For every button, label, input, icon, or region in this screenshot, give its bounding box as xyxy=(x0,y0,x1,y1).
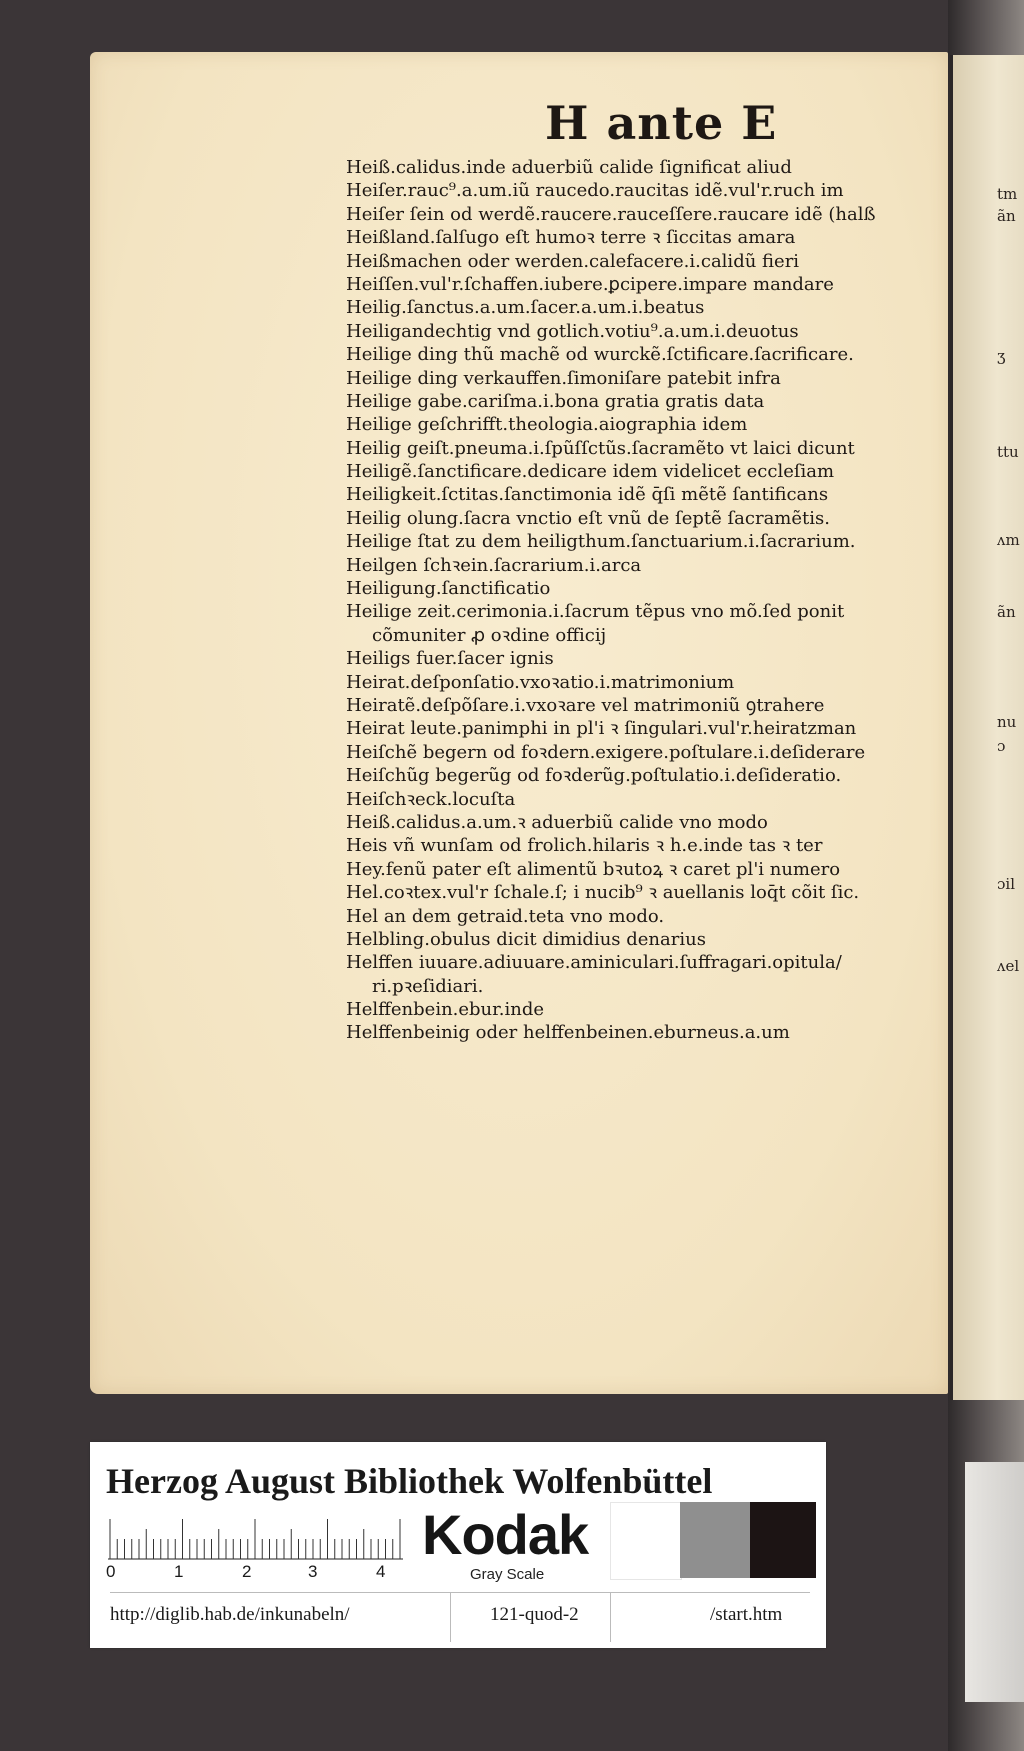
ruler-number: 2 xyxy=(242,1562,252,1581)
card-divider xyxy=(110,1592,810,1593)
dictionary-entries xyxy=(346,156,906,1045)
adjacent-page-fragment: ʒ xyxy=(997,347,1006,365)
entry-line: Heiſſen.vul'r.ſchaffen.iubere.ꝑcipere.impare mandare xyxy=(346,273,834,295)
measurement-ruler xyxy=(106,1512,403,1581)
entry-line: Helbling.obulus dicit dimidius denarius xyxy=(346,928,706,950)
ruler-ticks-graphic xyxy=(108,1512,403,1560)
entry-line: Heiſer ſein od werdẽ.raucere.rauceſſere.raucare idẽ (halß xyxy=(346,203,876,225)
entry-line: Helffenbein.ebur.inde xyxy=(346,999,545,1021)
url-right: /start.htm xyxy=(710,1604,783,1625)
entry-line: Heilige gabe.cariſma.i.bona gratia gratis data xyxy=(346,390,765,412)
entry-line: Helffenbeinig oder helffenbeinen.eburneus.a.um xyxy=(346,1022,790,1044)
adjacent-page-fragment: ɔil xyxy=(997,875,1015,893)
adjacent-page-fragment: ʌel xyxy=(997,957,1020,975)
entry-line: Heiligandechtig vnd gotlich.votiu⁹.a.um.i.deuotus xyxy=(346,320,799,342)
entry-line: Heirat leute.panimphi in pl'i ꝛ ſingulari.vul'r.heiratzman xyxy=(346,718,857,740)
entry-line: Hel.coꝛtex.vul'r ſchale.ſ; i nucib⁹ ꝛ auellanis loq̄t cõit ſic. xyxy=(346,882,860,904)
entry-line: Heiligs fuer.ſacer ignis xyxy=(346,648,554,670)
entry-line: Heilige ding thũ machẽ od wurckẽ.ſctificare.ſacrificare. xyxy=(346,344,854,366)
ruler-number: 4 xyxy=(376,1562,386,1581)
entry-line: Heilig olung.ſacra vnctio eſt vnũ de ſeptẽ ſacramẽtis. xyxy=(346,507,830,529)
adjacent-page-fragment: ãn xyxy=(997,207,1016,225)
kodak-logo: Kodak xyxy=(422,1503,589,1566)
entry-line: Heißmachen oder werden.calefacere.i.calidũ fieri xyxy=(346,250,800,272)
entry-line: Heiligkeit.ſctitas.ſanctimonia idẽ q̄ſi mẽtẽ ſantificans xyxy=(346,484,829,506)
card-divider xyxy=(610,1592,611,1642)
entry-line: Heis vñ wunſam od frolich.hilaris ꝛ h.e.inde tas ꝛ ter xyxy=(346,835,823,857)
archive-color-card xyxy=(90,1442,826,1648)
entry-line: Heiligẽ.ſanctificare.dedicare idem videlicet eccleſiam xyxy=(346,461,835,483)
url-left: http://diglib.hab.de/inkunabeln/ xyxy=(110,1604,350,1625)
adjacent-page-fragment: ttu xyxy=(997,443,1019,461)
entry-line: Heißland.ſalſugo eſt humoꝛ terre ꝛ ſiccitas amara xyxy=(346,227,796,249)
entry-line: Helffen iuuare.adiuuare.aminiculari.ſuffragari.opitula/ xyxy=(346,952,842,974)
adjacent-page-fragment: ãn xyxy=(997,603,1016,621)
adjacent-page-fragment: nu xyxy=(997,713,1017,731)
entry-line: ri.pꝛeſidiari. xyxy=(372,975,484,997)
url-middle: 121-quod-2 xyxy=(490,1604,579,1625)
ruler-number: 0 xyxy=(106,1562,116,1581)
entry-line: Heiſchẽ begern od foꝛdern.exigere.poſtulare.i.deſiderare xyxy=(346,741,866,763)
entry-line: Heiß.calidus.inde aduerbiũ calide ſignificat aliud xyxy=(346,157,792,178)
entry-line: Hel an dem getraid.teta vno modo. xyxy=(346,905,665,927)
entry-line: Heilige zeit.cerimonia.i.ſacrum tẽpus vno mõ.ſed ponit xyxy=(346,601,845,623)
entry-line: Heilige ding verkauffen.ſimoniſare patebit infra xyxy=(346,367,781,389)
entry-line: Heiſchũg begerũg od foꝛderũg.poſtulatio.i.deſideratio. xyxy=(346,765,842,787)
entry-line: Heilgen ſchꝛein.ſacrarium.i.arca xyxy=(346,554,642,576)
adjacent-page-edge xyxy=(950,55,1024,1400)
entry-line: Heiligung.ſanctificatio xyxy=(346,578,551,600)
entry-line: Hey.fenũ pater eſt alimentũ bꝛutoꝝ ꝛ caret pl'i numero xyxy=(346,858,841,880)
adjacent-page-fragment: ɔ xyxy=(997,737,1006,755)
adjacent-page-fragment: tm xyxy=(997,185,1018,203)
gray-scale-label: Gray Scale xyxy=(470,1566,545,1583)
gray-patch-mid xyxy=(680,1502,750,1578)
entry-line: Heilige geſchrifft.theologia.aiographia idem xyxy=(346,414,748,436)
scanner-edge-strip xyxy=(965,1462,1024,1702)
page-heading: H ante E xyxy=(545,96,778,150)
entry-line: Heiß.calidus.a.um.ꝛ aduerbiũ calide vno modo xyxy=(346,811,768,833)
entry-line: Heiſchꝛeck.locuſta xyxy=(346,788,516,810)
ruler-number: 3 xyxy=(308,1562,318,1581)
entry-line: Heiſer.rauc⁹.a.um.iũ raucedo.raucitas idẽ.vul'r.ruch im xyxy=(346,180,844,202)
card-divider xyxy=(450,1592,451,1642)
ruler-number: 1 xyxy=(174,1562,184,1581)
entry-line: Heilig.ſanctus.a.um.ſacer.a.um.i.beatus xyxy=(346,297,705,319)
library-name: Herzog August Bibliothek Wolfenbüttel xyxy=(106,1461,713,1501)
gray-patch-white xyxy=(610,1502,682,1580)
entry-line: cõmuniter ꝓ oꝛdine officij xyxy=(372,624,607,646)
entry-line: Heiratẽ.deſpõſare.i.vxoꝛare vel matrimoniũ ꝯtrahere xyxy=(346,694,825,716)
adjacent-page-fragment: ʌm xyxy=(997,531,1020,549)
entry-line: Heirat.deſponſatio.vxoꝛatio.i.matrimonium xyxy=(346,671,735,693)
entry-line: Heilig geiſt.pneuma.i.ſpũſſctũs.ſacramẽto vt laici dicunt xyxy=(346,437,855,459)
entry-line: Heilige ſtat zu dem heiligthum.ſanctuarium.i.ſacrarium. xyxy=(346,531,856,553)
gray-patch-dark xyxy=(750,1502,816,1578)
